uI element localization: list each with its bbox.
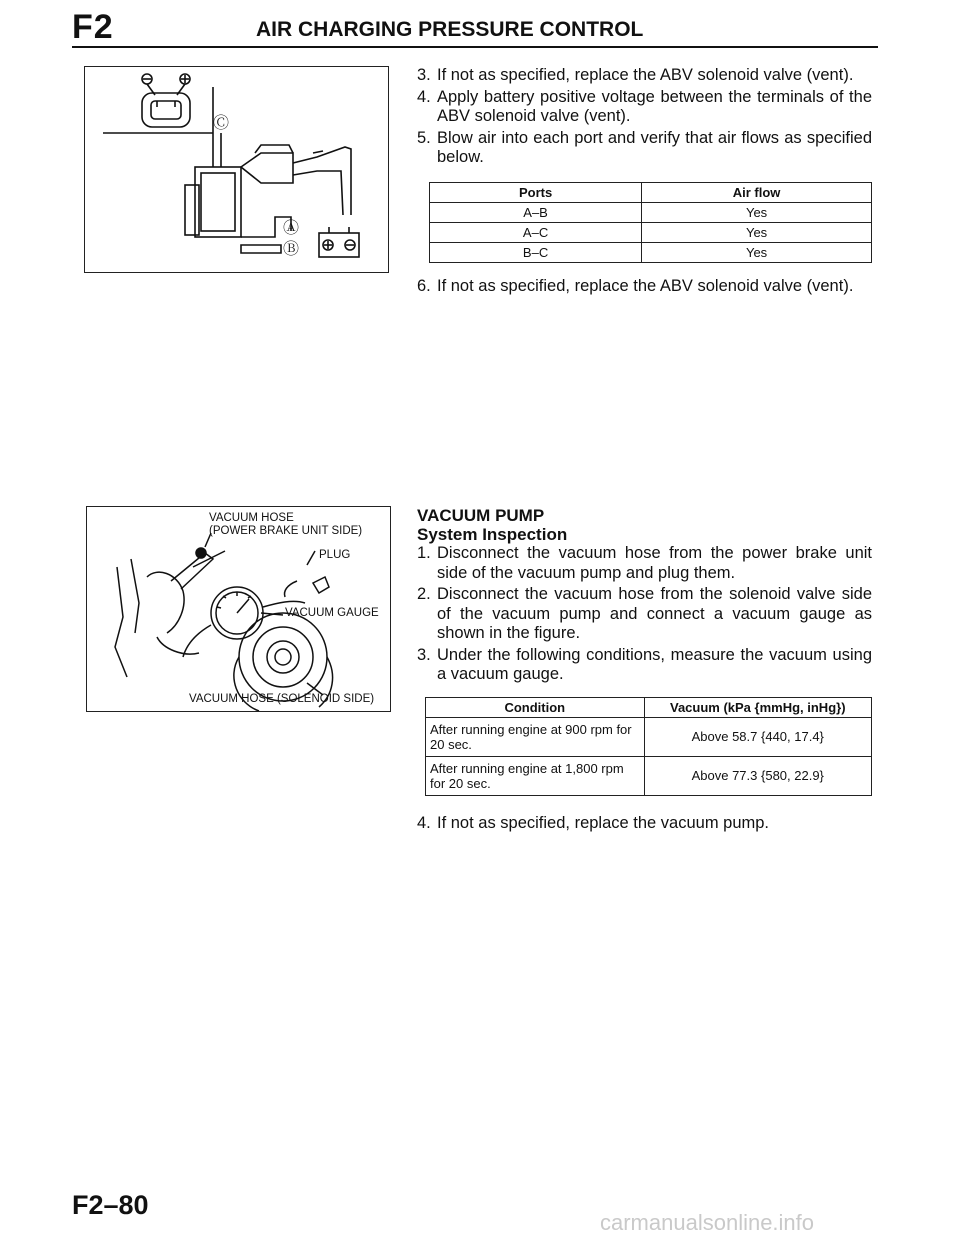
- abv-step6-list: [417, 277, 872, 297]
- section-title: VACUUM PUMP: [417, 506, 545, 525]
- header-rule: [72, 46, 878, 48]
- step-number: 4.: [417, 813, 431, 832]
- table-header-cell: Condition: [426, 697, 645, 717]
- list-item: [417, 646, 872, 685]
- vacuum-table: [425, 697, 872, 796]
- section-code: F2: [72, 8, 114, 46]
- solenoid-valve-illustration: [85, 67, 388, 272]
- vacuum-step4-list: [417, 814, 872, 834]
- abv-steps-list: [417, 66, 872, 168]
- step-text: Apply battery positive voltage between the terminals of the ABV solenoid valve (vent).: [437, 87, 872, 125]
- table-row: [430, 242, 872, 262]
- step-text: If not as specified, replace the vacuum pump.: [437, 813, 770, 832]
- list-item: [417, 88, 872, 127]
- page-title: AIR CHARGING PRESSURE CONTROL: [256, 18, 644, 41]
- step-number: 1.: [417, 544, 431, 562]
- list-item: [417, 277, 872, 297]
- table-header-cell: Ports: [430, 182, 642, 202]
- table-cell: Yes: [642, 222, 872, 242]
- step-number: 5.: [417, 128, 431, 147]
- port-a-label: Ⓐ: [283, 220, 300, 237]
- step-text: If not as specified, replace the ABV solenoid valve (vent).: [437, 66, 854, 84]
- table-cell: Yes: [642, 202, 872, 222]
- table-cell: Above 77.3 {580, 22.9}: [644, 756, 871, 795]
- step-number: 4.: [417, 87, 431, 106]
- plug-label: PLUG: [319, 549, 351, 561]
- step-text: Blow air into each port and verify that air flows as specified below.: [437, 128, 872, 166]
- table-header-row: [426, 697, 872, 717]
- list-item: [417, 585, 872, 644]
- vacuum-hose-bottom-label: VACUUM HOSE (SOLENOID SIDE): [189, 693, 375, 705]
- step-number: 2.: [417, 585, 431, 603]
- step-number: 6.: [417, 276, 431, 295]
- port-b-label: Ⓑ: [283, 241, 300, 258]
- table-cell: B–C: [430, 242, 642, 262]
- table-row: [430, 222, 872, 242]
- vacuum-pump-figure: [86, 506, 391, 712]
- table-row: [426, 717, 872, 756]
- step-text: Disconnect the vacuum hose from the solenoid valve side of the vacuum pump and connect a vacuum gauge as shown in the figure.: [437, 585, 872, 642]
- step-number: 3.: [417, 645, 431, 664]
- table-cell: After running engine at 900 rpm for 20 sec.: [426, 717, 645, 756]
- table-cell: After running engine at 1,800 rpm for 20 sec.: [426, 756, 645, 795]
- table-row: [426, 756, 872, 795]
- vacuum-hose-top-sublabel: (POWER BRAKE UNIT SIDE): [209, 525, 363, 537]
- page-number: F2–80: [72, 1190, 149, 1220]
- abv-steps-section: [417, 66, 872, 298]
- table-header-row: [430, 182, 872, 202]
- step-text: If not as specified, replace the ABV solenoid valve (vent).: [437, 276, 854, 295]
- table-cell: Above 58.7 {440, 17.4}: [644, 717, 871, 756]
- step-number: 3.: [417, 66, 431, 84]
- vacuum-gauge-label: VACUUM GAUGE: [285, 607, 379, 619]
- table-header-cell: Vacuum (kPa {mmHg, inHg}): [644, 697, 871, 717]
- airflow-table: [429, 182, 872, 263]
- table-cell: A–B: [430, 202, 642, 222]
- port-c-label: Ⓒ: [213, 115, 230, 132]
- list-item: [417, 544, 872, 583]
- list-item: [417, 129, 872, 168]
- section-subtitle: System Inspection: [417, 525, 568, 544]
- solenoid-valve-figure: [84, 66, 389, 273]
- table-row: [430, 202, 872, 222]
- list-item: [417, 66, 872, 86]
- step-text: Under the following conditions, measure the vacuum using a vacuum gauge.: [437, 645, 872, 683]
- watermark: carmanualsonline.info: [600, 1210, 815, 1235]
- table-cell: Yes: [642, 242, 872, 262]
- table-header-cell: Air flow: [642, 182, 872, 202]
- vacuum-pump-section: [417, 506, 872, 835]
- vacuum-steps-list: [417, 544, 872, 685]
- vacuum-hose-top-label: VACUUM HOSE: [209, 512, 294, 524]
- list-item: [417, 814, 872, 834]
- table-cell: A–C: [430, 222, 642, 242]
- step-text: Disconnect the vacuum hose from the power brake unit side of the vacuum pump and plug them.: [437, 544, 872, 582]
